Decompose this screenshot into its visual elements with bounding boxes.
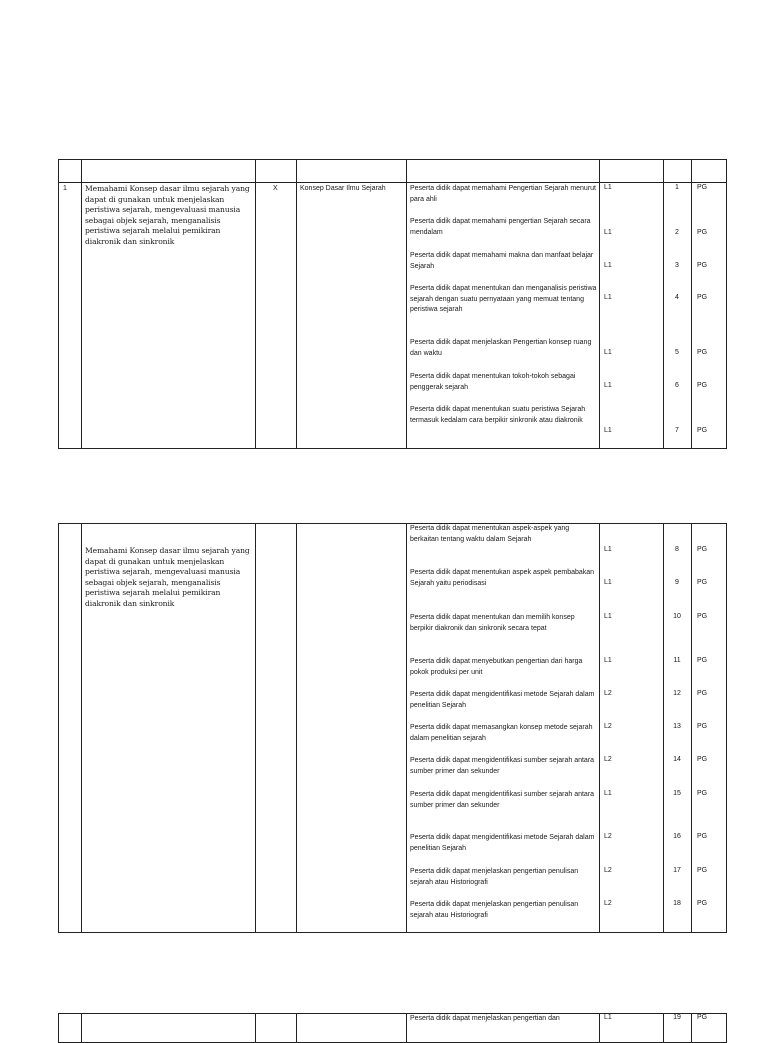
column-divider (296, 1014, 297, 1042)
level-cell: L2 (604, 723, 612, 730)
level-cell: L1 (604, 349, 612, 356)
question-number: 15 (673, 790, 681, 797)
question-number: 7 (675, 427, 679, 434)
column-divider (81, 1014, 82, 1042)
indicator-text: Peserta didik dapat memasangkan konsep metode sejarah dalam penelitian sejarah (410, 724, 593, 742)
indicator-text: Peserta didik dapat menentukan tokoh-tokoh sebagai penggerak sejarah (410, 373, 576, 391)
column-divider (663, 524, 664, 932)
question-type: PG (697, 690, 708, 697)
row-number: 1 (63, 185, 67, 192)
indicator-text: Peserta didik dapat menentukan aspek-aspek yang berkaitan tentang waktu dalam Sejarah (410, 525, 570, 543)
question-type: PG (697, 427, 708, 434)
question-number: 4 (675, 294, 679, 301)
question-type: PG (697, 546, 708, 553)
column-divider (255, 524, 256, 932)
indicator-text: Peserta didik dapat memahami pengertian Sejarah secara mendalam (410, 218, 591, 236)
level-cell: L2 (604, 690, 612, 697)
question-type: PG (697, 1014, 708, 1021)
indicator-text: Peserta didik dapat menjelaskan pengertian dan (410, 1015, 560, 1022)
question-number: 11 (673, 657, 681, 664)
column-divider (406, 160, 407, 448)
level-cell: L1 (604, 613, 612, 620)
question-type: PG (697, 756, 708, 763)
question-type: PG (697, 723, 708, 730)
column-divider (296, 524, 297, 932)
column-divider (599, 160, 600, 448)
column-divider (691, 1014, 692, 1042)
header-row-divider (59, 182, 726, 183)
level-cell: L2 (604, 756, 612, 763)
indicator-text: Peserta didik dapat memahami Pengertian Sejarah menurut para ahli (410, 185, 596, 203)
question-number: 17 (673, 867, 681, 874)
column-divider (691, 160, 692, 448)
indicator-text: Peserta didik dapat menjelaskan pengertian penulisan sejarah atau Historiografi (410, 901, 579, 919)
level-cell: L1 (604, 790, 612, 797)
question-number: 12 (673, 690, 681, 697)
column-divider (406, 1014, 407, 1042)
question-number: 3 (675, 262, 679, 269)
level-cell: L1 (604, 382, 612, 389)
question-number: 19 (673, 1014, 681, 1021)
column-divider (81, 160, 82, 448)
question-type: PG (697, 262, 708, 269)
question-number: 8 (675, 546, 679, 553)
indicator-text: Peserta didik dapat menyebutkan pengertian dari harga pokok produksi per unit (410, 658, 583, 676)
question-number: 2 (675, 229, 679, 236)
question-type: PG (697, 833, 708, 840)
question-number: 13 (673, 723, 681, 730)
question-type: PG (697, 579, 708, 586)
question-type: PG (697, 382, 708, 389)
column-divider (296, 160, 297, 448)
question-number: 16 (673, 833, 681, 840)
indicator-table-2 (58, 523, 727, 933)
kompetensi-dasar: Memahami Konsep dasar ilmu sejarah yang dapat di gunakan untuk menjelaskan peristiwa sejarah, mengevaluasi manusia sebagai objek sejarah, menganalisis peristiwa sejarah melalui pemikiran diakronik dan sinkronik (85, 184, 250, 246)
question-type: PG (697, 184, 708, 191)
indicator-text: Peserta didik dapat mengidentifikasi sumber sejarah antara sumber primer dan sekunder (410, 757, 595, 775)
question-type: PG (697, 900, 708, 907)
indicator-text: Peserta didik dapat menentukan dan menganalisis peristiwa sejarah dengan suatu pernyataan yang memuat tentang peristiwa sejarah (410, 285, 597, 314)
column-divider (255, 1014, 256, 1042)
level-cell: L2 (604, 900, 612, 907)
level-cell: L1 (604, 294, 612, 301)
column-divider (599, 524, 600, 932)
question-number: 5 (675, 349, 679, 356)
question-type: PG (697, 349, 708, 356)
level-cell: L2 (604, 833, 612, 840)
indicator-text: Peserta didik dapat mengidentifikasi metode Sejarah dalam penelitian Sejarah (410, 691, 595, 709)
question-number: 18 (673, 900, 681, 907)
level-cell: L1 (604, 657, 612, 664)
column-divider (663, 1014, 664, 1042)
column-divider (81, 524, 82, 932)
question-number: 14 (673, 756, 681, 763)
question-type: PG (697, 229, 708, 236)
kelas-cell: X (273, 185, 278, 192)
level-cell: L2 (604, 867, 612, 874)
indicator-text: Peserta didik dapat mengidentifikasi metode Sejarah dalam penelitian Sejarah (410, 834, 595, 852)
materi-cell: Konsep Dasar Ilmu Sejarah (300, 185, 386, 192)
level-cell: L1 (604, 427, 612, 434)
question-number: 6 (675, 382, 679, 389)
indicator-text: Peserta didik dapat menentukan aspek aspek pembabakan Sejarah yaitu periodisasi (410, 569, 595, 587)
question-type: PG (697, 790, 708, 797)
column-divider (255, 160, 256, 448)
column-divider (406, 524, 407, 932)
question-type: PG (697, 867, 708, 874)
level-cell: L1 (604, 229, 612, 236)
question-number: 9 (675, 579, 679, 586)
level-cell: L1 (604, 262, 612, 269)
question-type: PG (697, 613, 708, 620)
indicator-table-3 (58, 1013, 727, 1043)
column-divider (663, 160, 664, 448)
indicator-text: Peserta didik dapat mengidentifikasi sumber sejarah antara sumber primer dan sekunder (410, 791, 595, 809)
question-number: 1 (675, 184, 679, 191)
indicator-text: Peserta didik dapat menentukan dan memilih konsep berpikir diakronik dan sinkronik secara tepat (410, 614, 575, 632)
level-cell: L1 (604, 184, 612, 191)
question-type: PG (697, 294, 708, 301)
indicator-text: Peserta didik dapat menentukan suatu peristiwa Sejarah termasuk kedalam cara berpikir sinkronik atau diakronik (410, 406, 586, 424)
level-cell: L1 (604, 579, 612, 586)
kompetensi-dasar: Memahami Konsep dasar ilmu sejarah yang dapat di gunakan untuk menjelaskan peristiwa sejarah, mengevaluasi manusia sebagai objek sejarah, menganalisis peristiwa sejarah melalui pemikiran diakronik dan sinkronik (85, 546, 250, 608)
question-number: 10 (673, 613, 681, 620)
column-divider (599, 1014, 600, 1042)
question-type: PG (697, 657, 708, 664)
indicator-text: Peserta didik dapat memahami makna dan manfaat belajar Sejarah (410, 252, 594, 270)
indicator-text: Peserta didik dapat menjelaskan pengertian penulisan sejarah atau Historiografi (410, 868, 579, 886)
level-cell: L1 (604, 546, 612, 553)
column-divider (691, 524, 692, 932)
level-cell: L1 (604, 1014, 612, 1021)
indicator-table-1 (58, 159, 727, 449)
indicator-text: Peserta didik dapat menjelaskan Pengertian konsep ruang dan waktu (410, 339, 592, 357)
